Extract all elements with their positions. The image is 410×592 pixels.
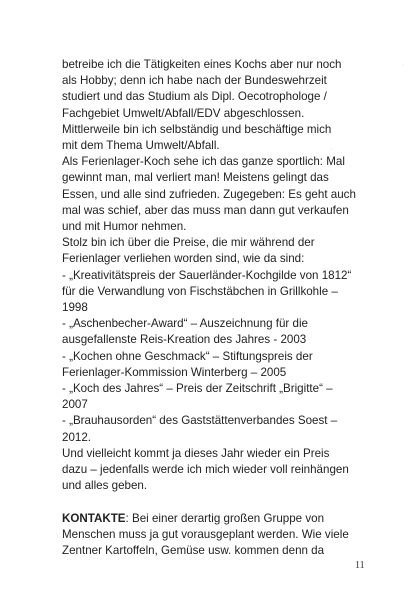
kontakte-text: : Bei einer derartig großen Gruppe von <box>125 511 325 525</box>
text-line: Zentner Kartoffeln, Gemüse usw. kommen denn da <box>62 544 325 558</box>
award-line: 2012. <box>62 430 92 444</box>
award-line: 1998 <box>62 301 88 315</box>
award-line: ausgefallenste Reis-Kreation des Jahres - 2003 <box>62 333 307 347</box>
award-line: - „Aschenbecher-Award“ – Auszeichnung für die <box>62 317 308 331</box>
text-line: und alles geben. <box>62 479 148 493</box>
scan-artifact-dot: · <box>330 146 333 153</box>
award-line: - „Kochen ohne Geschmack“ – Stiftungspreis der <box>62 349 313 363</box>
paragraph-spacer <box>62 494 368 510</box>
text-line: Ferienlager verliehen worden sind, wie da sind: <box>62 252 305 266</box>
award-line: 2007 <box>62 398 88 412</box>
body-text <box>62 57 368 559</box>
page-number: 11 <box>355 560 365 571</box>
text-line: mit dem Thema Umwelt/Abfall. <box>62 139 220 153</box>
intro-paragraph <box>62 57 368 494</box>
award-line: - „Brauhausorden“ des Gaststättenverbandes Soest – <box>62 414 338 428</box>
text-line: dazu – jedenfalls werde ich mich wieder voll reinhängen <box>62 463 349 477</box>
text-line: als Hobby; denn ich habe nach der Bundeswehrzeit <box>62 74 327 88</box>
text-line: Und vielleicht kommt ja dieses Jahr wieder ein Preis <box>62 446 330 460</box>
text-line: betreibe ich die Tätigkeiten eines Kochs aber nur noch <box>62 58 342 71</box>
text-line: Mittlerweile bin ich selbständig und beschäftige mich <box>62 122 332 136</box>
text-line: Fachgebiet Umwelt/Abfall/EDV abgeschlossen. <box>62 106 305 120</box>
text-line: gewinnt man, mal verliert man! Meistens gelingt das <box>62 171 329 185</box>
text-line: mal was schief, aber das muss man dann gut verkaufen <box>62 203 349 217</box>
text-line: Menschen muss ja gut vorausgeplant werden. Wie viele <box>62 527 349 541</box>
scan-artifact-dot: · <box>402 62 405 69</box>
award-line: - „Kreativitätspreis der Sauerländer-Kochgilde von 1812“ <box>62 268 352 282</box>
text-line: studiert und das Studium als Dipl. Oecotrophologe / <box>62 90 327 104</box>
text-line: und mit Humor nehmen. <box>62 220 187 234</box>
award-line: Ferienlager-Kommission Winterberg – 2005 <box>62 365 287 379</box>
award-line: für die Verwandlung von Fischstäbchen in Grillkohle – <box>62 284 338 298</box>
kontakte-heading: KONTAKTE <box>62 511 126 525</box>
text-line <box>62 511 368 527</box>
kontakte-paragraph <box>62 511 368 560</box>
text-line: Als Ferienlager-Koch sehe ich das ganze sportlich: Mal <box>62 155 345 169</box>
text-line: Essen, und alle sind zufrieden. Zugegeben: Es geht auch <box>62 187 356 201</box>
award-line: - „Koch des Jahres“ – Preis der Zeitschrift „Brigitte“ – <box>62 382 333 396</box>
text-line: Stolz bin ich über die Preise, die mir während der <box>62 236 315 250</box>
